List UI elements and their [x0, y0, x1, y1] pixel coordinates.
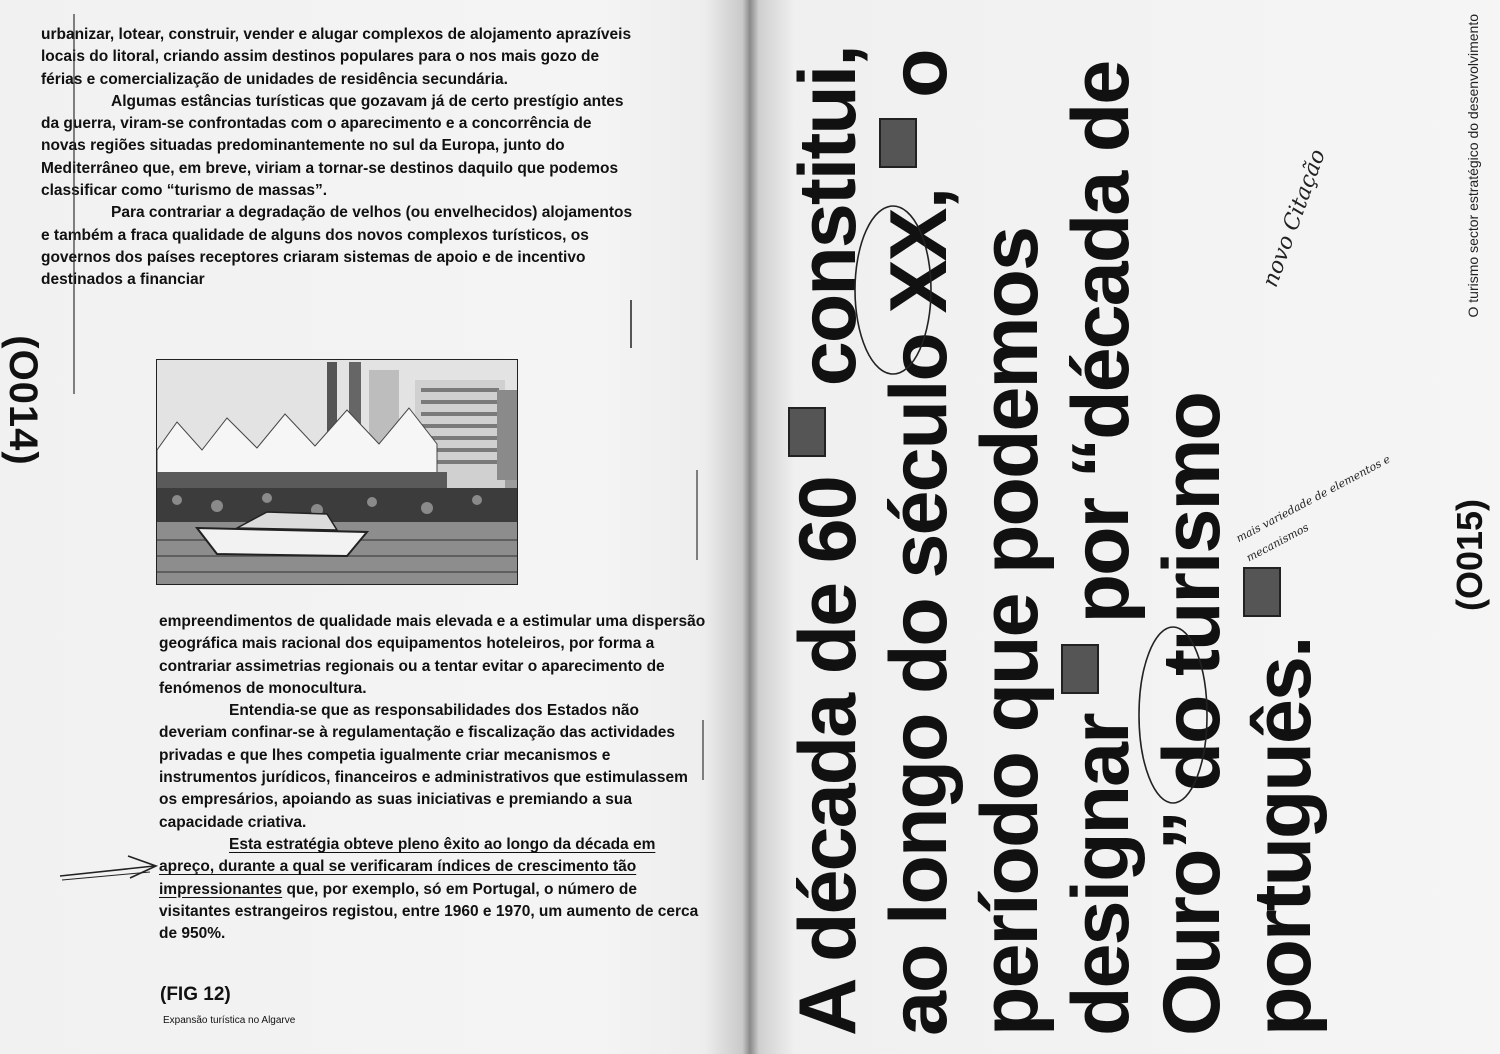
headline-text: por “década de Ouro” do turismo português. [1056, 61, 1328, 1036]
paragraph-text: Para contrariar a degradação de velhos (ou envelhecidos) alojamentos e também a fraca qualidade de alguns dos novos complexos turísticos, os governos dos países receptores criaram sistemas de apoio e de incentivo destinados a financiar [41, 204, 633, 289]
left-page [0, 0, 745, 1054]
margin-line-icon [628, 300, 634, 348]
headline-text: o período que podemos designar [874, 50, 1146, 1036]
headline-text: A década de 60 [783, 456, 873, 1036]
body-paragraph-1 [41, 24, 633, 292]
note-text: novo Citação [1258, 146, 1331, 291]
paragraph-text: Entendia-se que as responsabilidades dos Estados não deveriam confinar-se à regulamentação e fiscalização das actividades privadas e que lhes competia igualmente criar mecanismos e instrumentos jurídicos, financeiros e administrativos que estimulassem os empresários, apoiando as suas iniciativas e premiando a sua capacidade criativa. [159, 702, 688, 831]
left-folio [0, 300, 50, 500]
headline-text: constitui, ao longo do século XX, [783, 46, 964, 1036]
thumbnail-image [1243, 567, 1281, 617]
handwritten-arrow-icon [58, 852, 163, 882]
paragraph-text: Algumas estâncias turísticas que gozavam já de certo prestígio antes da guerra, viram-se confrontadas com o aparecimento e a concorrência de novas regiões situadas predominantemente no sul da Europa, junto do Mediterrâneo que, em breve, viriam a tornar-se destinos daquilo que podemos classificar como “turismo de massas”. [41, 92, 624, 200]
note-text: mais variedade de elementos e mecanismos [1233, 452, 1393, 565]
running-title-text: O turismo sector estratégico do desenvolvimento [1465, 14, 1481, 318]
thumbnail-image [1061, 644, 1099, 694]
paragraph-text: urbanizar, lotear, construir, vender e alugar complexos de alojamento aprazíveis locais do litoral, criando assim destinos populares para o nos mais gozo de férias e comercialização de unidades de residência secundária. [41, 26, 632, 88]
underlined-highlight: Esta estratégia obteve pleno êxito ao longo da década em apreço, durante a qual se verificaram índices de crescimento tão impressionantes [159, 835, 656, 898]
paragraph-text: empreendimentos de qualidade mais elevada e a estimular uma dispersão geográfica mais racional dos equipamentos hoteleiros, por forma a contrariar assimetrias regionais ou a tentar evitar o aparecimento de fenómenos de monocultura. [159, 613, 706, 697]
thumbnail-image [879, 118, 917, 168]
right-folio [1435, 470, 1500, 640]
margin-line-icon [694, 470, 700, 560]
left-folio-number: (O014) [0, 334, 45, 466]
running-title [1461, 14, 1485, 434]
figure-photo-algarve [156, 359, 518, 585]
figure-label: (FIG 12) [160, 984, 231, 1005]
body-paragraph-2 [159, 611, 707, 945]
thumbnail-image [788, 407, 826, 457]
paragraph-text: que, por exemplo, só em Portugal, o número de visitantes estrangeiros registou, entre 1960 e 1970, um aumento de cerca de 950%. [159, 880, 699, 943]
right-folio-number: (O015) [1449, 498, 1490, 612]
figure-caption: Expansão turística no Algarve [163, 1015, 296, 1026]
